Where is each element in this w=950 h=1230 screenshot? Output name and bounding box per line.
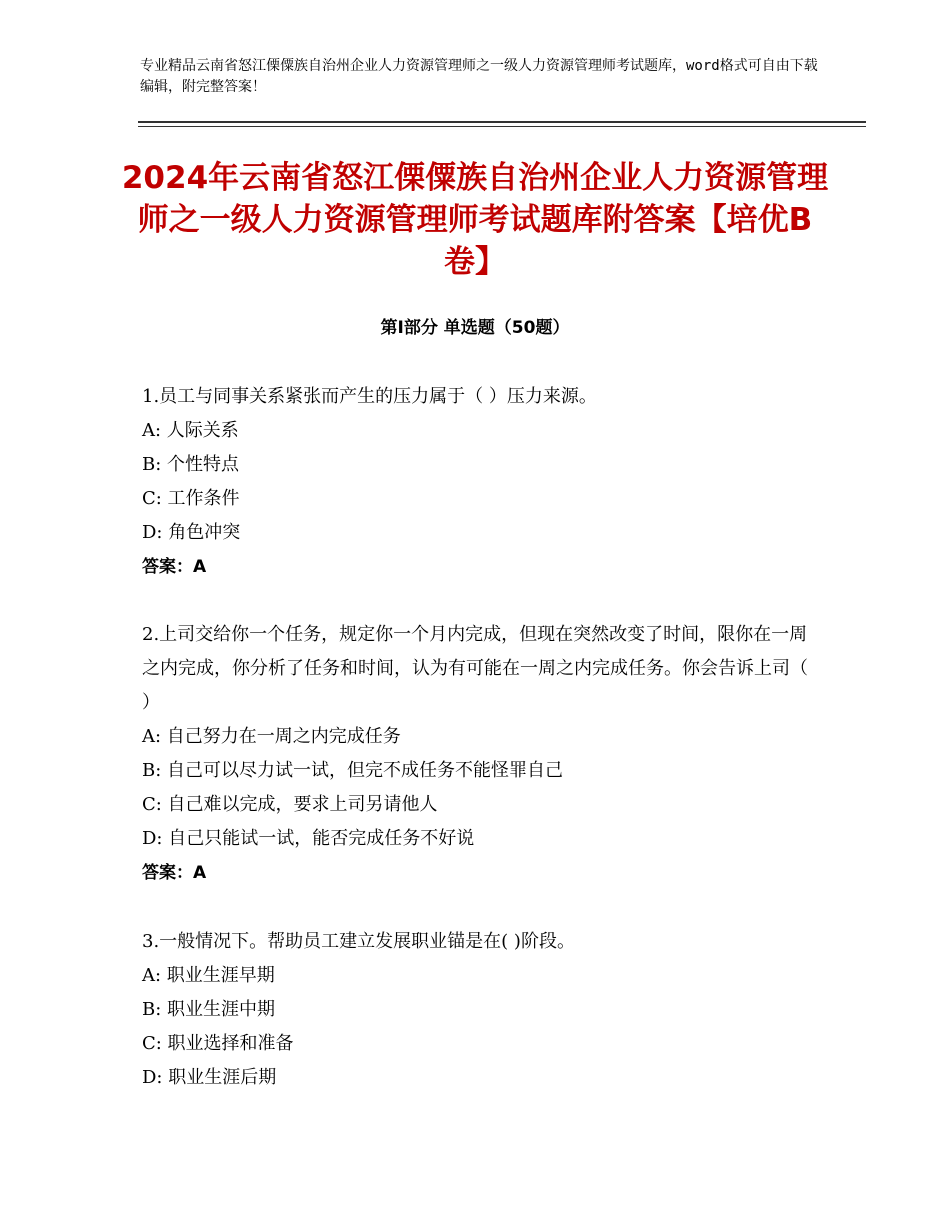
option-d: D: 职业生涯后期 [142,1067,277,1088]
option-c: C: 职业选择和准备 [142,1033,294,1054]
document-title: 2024年云南省怒江傈僳族自治州企业人力资源管理师之一级人力资源管理师考试题库附答案【培优B卷】 [121,160,829,280]
option-b: B: 职业生涯中期 [142,999,276,1020]
question-stem: 2.上司交给你一个任务，规定你一个月内完成，但现在突然改变了时间，限你在一周之内完成，你分析了任务和时间，认为有可能在一周之内完成任务。你会告诉上司（ ） [142,624,808,713]
option-c: C: 自己难以完成，要求上司另请他人 [142,794,438,815]
option-a: A: 职业生涯早期 [142,965,275,986]
header-divider [138,121,866,123]
question-3 [142,925,812,1095]
question-2 [142,618,812,890]
option-b: B: 自己可以尽力试一试，但完不成任务不能怪罪自己 [142,760,564,781]
question-1 [142,380,812,584]
answer: 答案：A [142,863,207,883]
option-b: B: 个性特点 [142,454,240,475]
option-c: C: 工作条件 [142,488,240,509]
header-divider-thin [138,126,866,127]
option-d: D: 自己只能试一试，能否完成任务不好说 [142,828,475,849]
section-title: 第Ⅰ部分 单选题（50题） [380,318,570,338]
question-stem: 3.一般情况下。帮助员工建立发展职业锚是在( )阶段。 [142,931,575,952]
option-d: D: 角色冲突 [142,522,241,543]
question-stem: 1.员工与同事关系紧张而产生的压力属于（ ）压力来源。 [142,386,597,407]
option-a: A: 人际关系 [142,420,239,441]
option-a: A: 自己努力在一周之内完成任务 [142,726,401,747]
header-note: 专业精品云南省怒江傈僳族自治州企业人力资源管理师之一级人力资源管理师考试题库，word格式可自由下载编辑，附完整答案！ [140,58,818,95]
answer: 答案：A [142,557,207,577]
